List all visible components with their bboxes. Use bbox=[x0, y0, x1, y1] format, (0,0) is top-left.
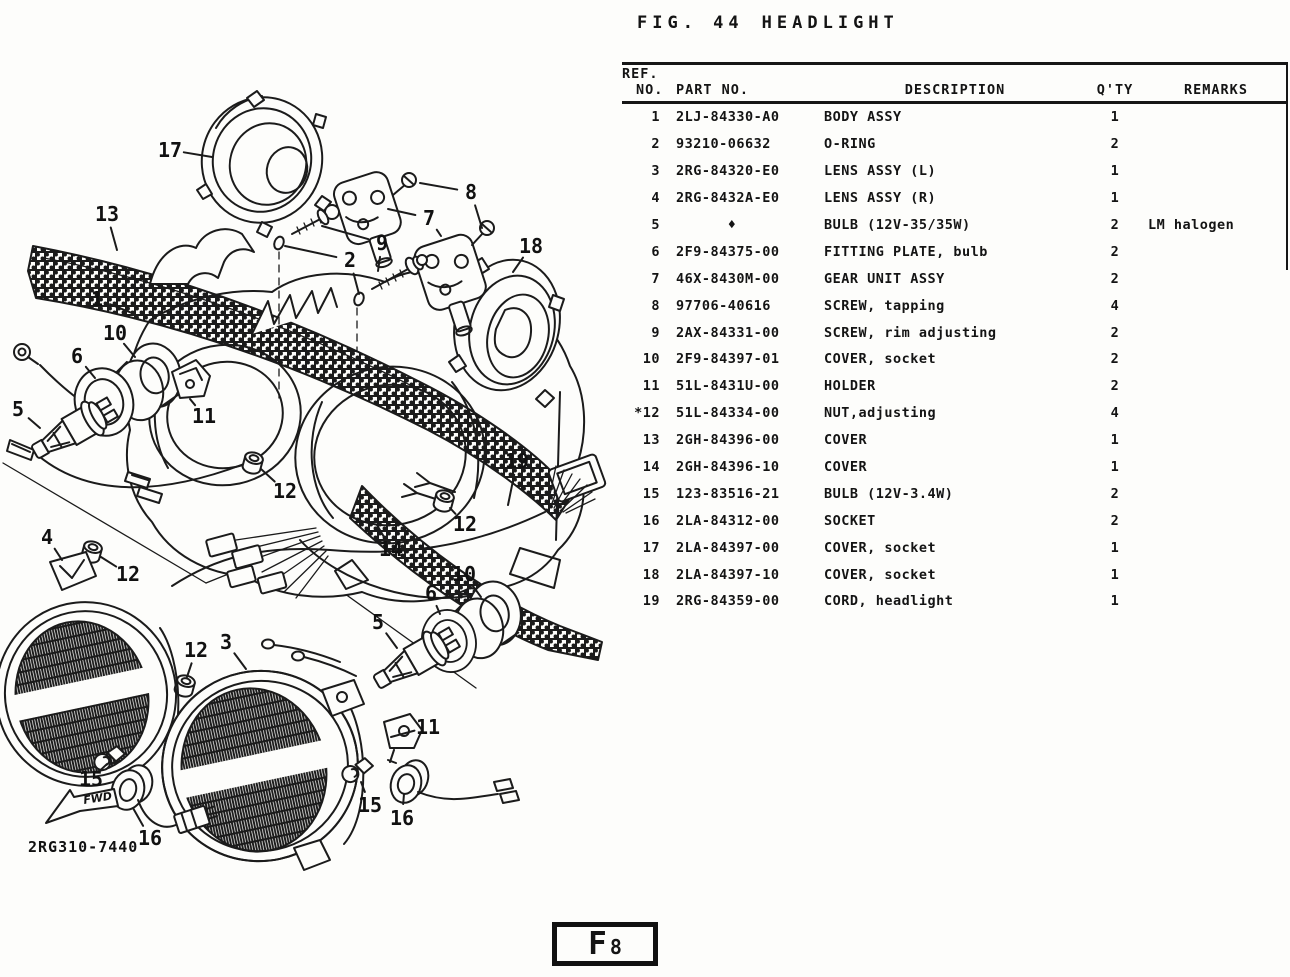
col-part-no: PART NO. bbox=[676, 81, 750, 98]
callout-label-3: 3 bbox=[219, 630, 233, 654]
callout-label-4: 4 bbox=[40, 525, 54, 549]
description-cell: COVER bbox=[824, 459, 868, 476]
page-code-letter: F bbox=[588, 926, 607, 962]
fwd-arrow bbox=[46, 789, 118, 823]
qty-cell: 2 bbox=[1110, 512, 1120, 529]
description-cell: COVER bbox=[824, 432, 868, 449]
ref-cell: 2 bbox=[651, 136, 660, 153]
qty-cell: 2 bbox=[1110, 378, 1120, 395]
qty-cell: 2 bbox=[1110, 136, 1120, 153]
description-cell: SCREW, rim adjusting bbox=[824, 324, 997, 341]
callout-label-11: 11 bbox=[415, 715, 441, 739]
callout-label-13: 13 bbox=[94, 202, 120, 226]
description-cell: SOCKET bbox=[824, 512, 876, 529]
description-cell: COVER, socket bbox=[824, 351, 937, 368]
callout-label-10: 10 bbox=[451, 562, 477, 586]
part-cover-socket-17 bbox=[187, 83, 337, 237]
part-no-cell: 2AX-84331-00 bbox=[676, 324, 780, 341]
description-cell: COVER, socket bbox=[824, 539, 937, 556]
callout-label-19: 19 bbox=[504, 449, 530, 473]
description-cell: BODY ASSY bbox=[824, 109, 902, 126]
qty-cell: 2 bbox=[1110, 351, 1120, 368]
description-cell: COVER, socket bbox=[824, 566, 937, 583]
description-cell: LENS ASSY (L) bbox=[824, 163, 937, 180]
ref-cell: 17 bbox=[642, 539, 660, 556]
callout-label-16: 16 bbox=[137, 826, 163, 850]
qty-cell: 2 bbox=[1110, 217, 1120, 233]
callout-leader-line bbox=[111, 227, 117, 250]
ref-cell: 11 bbox=[642, 378, 660, 395]
part-no-cell: 2LA-84397-00 bbox=[676, 539, 780, 556]
callout-label-12: 12 bbox=[183, 638, 209, 662]
qty-cell: 2 bbox=[1110, 270, 1120, 287]
ref-cell: 10 bbox=[642, 351, 660, 368]
col-ref-no: REF. NO. bbox=[622, 66, 664, 98]
ref-cell: 15 bbox=[642, 485, 660, 502]
qty-cell: 4 bbox=[1110, 297, 1120, 314]
callout-label-14: 14 bbox=[378, 537, 404, 561]
figure-label: FIG. 44 bbox=[637, 13, 744, 33]
ref-cell: 13 bbox=[642, 432, 660, 449]
description-cell: SCREW, tapping bbox=[824, 297, 945, 314]
ref-cell: 14 bbox=[642, 459, 660, 476]
description-cell: BULB (12V-35/35W) bbox=[824, 217, 971, 233]
body-top-brackets bbox=[150, 229, 254, 284]
callout-label-15: 15 bbox=[357, 793, 383, 817]
part-no-cell: 2LJ-84330-A0 bbox=[676, 109, 780, 126]
ref-cell: 16 bbox=[642, 512, 660, 529]
qty-cell: 2 bbox=[1110, 485, 1120, 502]
qty-cell: 4 bbox=[1110, 405, 1120, 422]
part-no-cell: 97706-40616 bbox=[676, 297, 771, 314]
ref-cell: 18 bbox=[642, 566, 660, 583]
qty-cell: 1 bbox=[1110, 593, 1120, 610]
callout-label-12: 12 bbox=[115, 562, 141, 586]
qty-cell: 2 bbox=[1110, 243, 1120, 260]
part-no-cell: 51L-8431U-00 bbox=[676, 378, 780, 395]
ref-cell: 4 bbox=[651, 190, 660, 207]
part-no-cell: ♦ bbox=[676, 217, 737, 233]
callout-label-12: 12 bbox=[272, 479, 298, 503]
part-no-cell: 2RG-8432A-E0 bbox=[676, 190, 780, 207]
part-no-cell: 2RG-84320-E0 bbox=[676, 163, 780, 180]
description-cell: NUT,adjusting bbox=[824, 405, 937, 422]
qty-cell: 1 bbox=[1110, 190, 1120, 207]
part-no-cell: 93210-06632 bbox=[676, 136, 771, 153]
ref-cell: 7 bbox=[651, 270, 660, 287]
figure-name: HEADLIGHT bbox=[761, 13, 899, 33]
remarks-cell: LM halogen bbox=[1148, 217, 1235, 233]
callout-leader-line bbox=[55, 549, 62, 560]
ref-cell: 1 bbox=[651, 109, 660, 126]
callout-label-18: 18 bbox=[518, 234, 544, 258]
callout-label-15: 15 bbox=[78, 767, 104, 791]
part-no-cell: 2F9-84375-00 bbox=[676, 243, 780, 260]
callout-label-6: 6 bbox=[70, 344, 84, 368]
description-cell: FITTING PLATE, bulb bbox=[824, 243, 988, 260]
callout-leader-line bbox=[386, 633, 397, 648]
description-cell: GEAR UNIT ASSY bbox=[824, 270, 945, 287]
ref-cell: 8 bbox=[651, 297, 660, 314]
page-code-badge bbox=[552, 922, 658, 966]
callout-label-8: 8 bbox=[464, 180, 478, 204]
ref-cell: 6 bbox=[651, 243, 660, 260]
ref-cell: 3 bbox=[651, 163, 660, 180]
part-no-cell: 2RG-84359-00 bbox=[676, 593, 780, 610]
qty-cell: 1 bbox=[1110, 566, 1120, 583]
part-no-cell: 2LA-84397-10 bbox=[676, 566, 780, 583]
description-cell: HOLDER bbox=[824, 378, 876, 395]
callout-label-12: 12 bbox=[452, 512, 478, 536]
qty-cell: 1 bbox=[1110, 163, 1120, 180]
callout-label-5: 5 bbox=[11, 397, 25, 421]
callout-label-2: 2 bbox=[343, 248, 357, 272]
col-description: DESCRIPTION bbox=[904, 81, 1006, 98]
callout-label-16: 16 bbox=[389, 806, 415, 830]
description-cell: BULB (12V-3.4W) bbox=[824, 485, 954, 502]
ref-cell: 9 bbox=[651, 324, 660, 341]
part-no-cell: 2F9-84397-01 bbox=[676, 351, 780, 368]
part-no-cell: 46X-8430M-00 bbox=[676, 270, 780, 287]
qty-cell: 1 bbox=[1110, 539, 1120, 556]
callout-leader-line bbox=[437, 230, 441, 236]
callout-label-1: 1 bbox=[90, 287, 104, 311]
callout-leader-line bbox=[101, 557, 116, 567]
callout-leader-line bbox=[403, 794, 404, 804]
callout-leader-line bbox=[420, 183, 457, 190]
callout-label-7: 7 bbox=[422, 206, 436, 230]
callout-label-17: 17 bbox=[157, 138, 183, 162]
callout-leader-line bbox=[133, 808, 143, 826]
ref-cell: 5 bbox=[651, 217, 660, 233]
callout-leader-line bbox=[187, 663, 192, 677]
part-no-cell: 2GH-84396-10 bbox=[676, 459, 780, 476]
callout-leader-line bbox=[234, 653, 246, 669]
callout-label-5: 5 bbox=[371, 610, 385, 634]
part-no-cell: 2LA-84312-00 bbox=[676, 512, 780, 529]
part-no-cell: 51L-84334-00 bbox=[676, 405, 780, 422]
part-screw-tapping-2 bbox=[472, 221, 494, 245]
ref-cell: *12 bbox=[634, 405, 660, 422]
fwd-arrow-label: FWD bbox=[82, 789, 113, 807]
callout-label-10: 10 bbox=[102, 321, 128, 345]
page-code-number: 8 bbox=[609, 935, 622, 959]
ref-cell: 19 bbox=[642, 593, 660, 610]
callout-label-6: 6 bbox=[424, 581, 438, 605]
qty-cell: 1 bbox=[1110, 109, 1120, 126]
callout-label-11: 11 bbox=[191, 404, 217, 428]
part-socket-16-right bbox=[387, 757, 519, 806]
qty-cell: 1 bbox=[1110, 459, 1120, 476]
col-remarks: REMARKS bbox=[1184, 81, 1248, 98]
qty-cell: 2 bbox=[1110, 324, 1120, 341]
part-no-cell: 2GH-84396-00 bbox=[676, 432, 780, 449]
description-cell: CORD, headlight bbox=[824, 593, 954, 610]
callout-leader-line bbox=[124, 344, 135, 357]
part-screw-tapping-1 bbox=[393, 173, 416, 195]
col-qty: Q'TY bbox=[1096, 81, 1134, 98]
callout-leader-line bbox=[475, 205, 482, 228]
description-cell: O-RING bbox=[824, 136, 876, 153]
qty-cell: 1 bbox=[1110, 432, 1120, 449]
callout-leader-line bbox=[29, 418, 40, 428]
part-no-cell: 123-83516-21 bbox=[676, 485, 780, 502]
description-cell: LENS ASSY (R) bbox=[824, 190, 937, 207]
callout-leader-line bbox=[285, 246, 336, 257]
drawing-number: 2RG310-7440 bbox=[28, 838, 139, 856]
callout-label-9: 9 bbox=[375, 231, 389, 255]
